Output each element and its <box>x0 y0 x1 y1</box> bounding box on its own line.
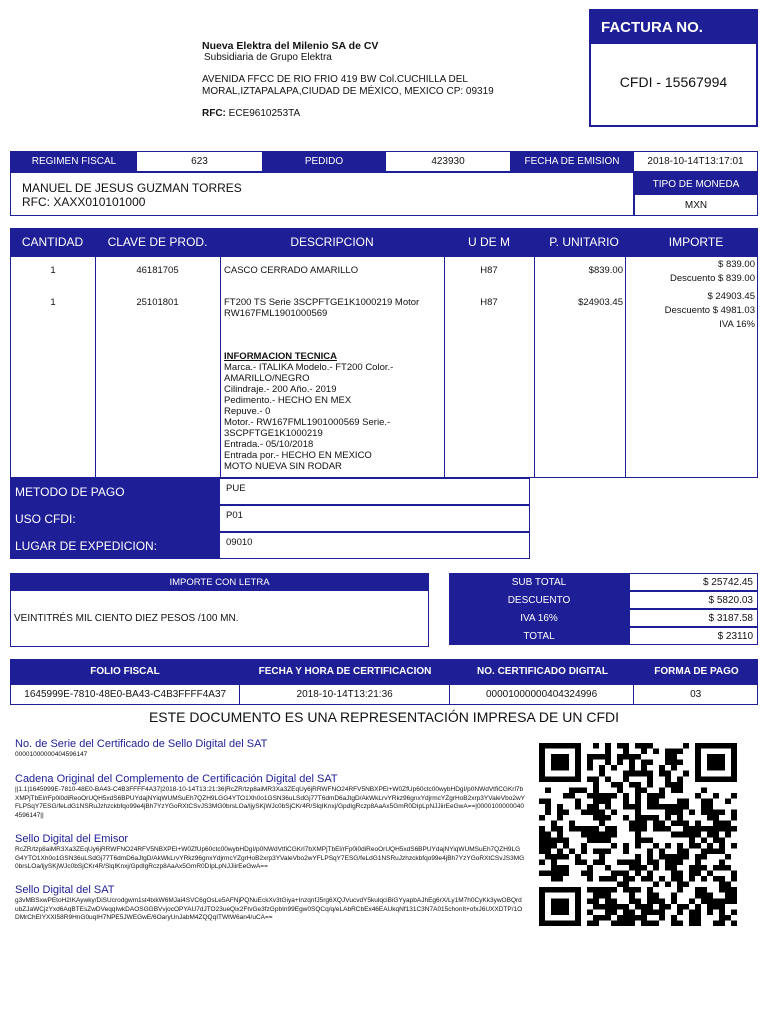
total-value: $ 23110 <box>629 627 758 645</box>
fecha-certificacion-value: 2018-10-14T13:21:36 <box>240 685 449 704</box>
row2-unitario: $24903.45 <box>578 297 623 308</box>
qr-code-image <box>539 743 737 926</box>
uso-cfdi-label: USO CFDI: <box>10 505 219 532</box>
col-descripcion: DESCRIPCION <box>290 235 374 249</box>
importe-letra-box <box>10 573 429 647</box>
certificado-label: NO. CERTIFICADO DIGITAL <box>477 666 608 677</box>
tech-line: Entrada.- 05/10/2018 <box>224 439 314 450</box>
serie-certificado-title: No. de Serie del Certificado de Sello Digital del SAT <box>15 738 268 750</box>
address-line-1: AVENIDA FFCC DE RIO FRIO 419 BW Col.CUCHILLA DEL <box>202 74 468 85</box>
company-name: Nueva Elektra del Milenio SA de CV <box>202 40 379 52</box>
forma-pago-value: 03 <box>690 689 702 700</box>
moneda-label: TIPO DE MONEDA <box>635 173 757 195</box>
row2-clave: 25101801 <box>136 297 179 308</box>
subtotal-value: $ 25742.45 <box>629 573 758 591</box>
regimen-value: 623 <box>191 156 208 167</box>
cadena-original-value: ||1.1|1645999E-7810-48E0-BA43-C4B3FFFF4A37|2018-10-14T13:21:36|RcZR/tzp8aiMR3Xa3ZEqUy6jRRWFNO24RFV5NBXPEl+W0ZfUp60ctc00wybHDgI/p0NWdVtfiCGKrl7bXMPjTbEl/rFp0i0diReoOrUQH5xdS6BPUYdajNYiqWUMSuEh7QZH9LGG4YTO1Xh0o1GSN36uLSdGj77T6dmD6aJtgD/AkWkLrvYRkz96gnxYdjrmcYZgrHoB2xrp3YValeVbo2wYFLPSqY7ESG/feLdG1NSRuJzhzckbfqo99e4jBh7YzYGoRXtCSvJS3MG0brsLOa/ljySKjWJc0bSjCKr4R/SlqIKnxj/GpdIgRczp8AaAx5GmR0DIpLpNJJiirEeGwA==|00001000000404596147|| <box>15 786 525 819</box>
fecha-emision-value: 2018-10-14T13:17:01 <box>647 156 744 167</box>
tech-line: Repuve.- 0 <box>224 406 271 417</box>
row2-unidad: H87 <box>480 297 498 308</box>
row1-cantidad: 1 <box>50 265 56 276</box>
col-cantidad: CANTIDAD <box>21 235 84 249</box>
tech-title: INFORMACION TECNICA <box>224 351 337 362</box>
company-subsidiary: Subsidiaria de Grupo Elektra <box>204 52 332 63</box>
tech-info <box>224 351 442 472</box>
total-label: TOTAL <box>449 627 629 645</box>
tech-line: AMARILLO/NEGRO <box>224 373 310 384</box>
descuento-label: DESCUENTO <box>449 591 629 609</box>
col-importe: IMPORTE <box>668 235 724 249</box>
info-row <box>10 151 758 172</box>
pedido-label: PEDIDO <box>262 152 386 171</box>
row1-descripcion: CASCO CERRADO AMARILLO <box>224 265 359 276</box>
sello-sat-title: Sello Digital del SAT <box>15 884 115 896</box>
iva-value: $ 3187.58 <box>629 609 758 627</box>
client-box <box>10 172 634 216</box>
folio-fiscal-value: 1645999E-7810-48E0-BA43-C4B3FFFF4A37 <box>11 685 240 704</box>
subtotal-label: SUB TOTAL <box>449 573 629 591</box>
row1-unidad: H87 <box>480 265 498 276</box>
col-unidad: U DE M <box>468 235 510 249</box>
factura-number: CFDI - 15567994 <box>619 74 728 90</box>
importe-letra-value: VEINTITRÉS MIL CIENTO DIEZ PESOS /100 MN. <box>14 613 239 624</box>
tech-line: MOTO NUEVA SIN RODAR <box>224 461 342 472</box>
fecha-emision-label: FECHA DE EMISION <box>510 152 634 171</box>
row2-iva: IVA 16% <box>719 319 755 330</box>
factura-box <box>589 9 758 127</box>
sello-sat-value: g3vMBSxwPEtoH2IKAywky/DiSUcrodgwm1st4txkW6MJai4SVC6gOsLe5AFNjPQNuEckXv3tGiya+InzqnfJ5rg6XQJVucvdY5kulqciBiGYyapbAJhEg6rX/Ly1M7h0CyKk3ywOBQrdubZJaWCjzYxd6AqBTEsZwDVeqqIwkDAOSGGBVvjocOPYAU7dJTO23ueQix2FtvGe3fzGpbIn99Egw0SQCq/q/eLAbRCbEx46EAUkqNf131C3N7A015chonIt+ofxJ6UXXDTP/1ODMrChEIYXXI58R9HnG0uqIH7NPE5JWEGwE/6OaryUnJabM4ZQQqITWtW6an4/uCA== <box>15 897 523 921</box>
serie-certificado-value: 00001000000404596147 <box>15 751 88 758</box>
row2-cantidad: 1 <box>50 297 56 308</box>
company-address <box>202 74 494 98</box>
tech-line: Cilindraje.- 200 Año.- 2019 <box>224 384 337 395</box>
rfc-value: ECE9610253TA <box>228 108 301 119</box>
uso-cfdi-value: P01 <box>219 505 530 532</box>
row1-descuento: Descuento $ 839.00 <box>669 273 755 284</box>
tech-line: Motor.- RW167FML1901000569 Serie.- <box>224 417 391 428</box>
descuento-value: $ 5820.03 <box>629 591 758 609</box>
fiscal-row <box>10 684 758 705</box>
row2-descripcion: FT200 TS Serie 3SCPFTGE1K1000219 Motor RW167FML1901000569 <box>224 297 420 319</box>
row2-descuento: Descuento $ 4981.03 <box>664 305 755 316</box>
row2-importe: $ 24903.45 <box>707 291 755 302</box>
lugar-expedicion-value: 09010 <box>219 532 530 559</box>
client-name: MANUEL DE JESUS GUZMAN TORRES <box>22 181 242 195</box>
lugar-expedicion-label: LUGAR DE EXPEDICION: <box>10 532 219 559</box>
fecha-certificacion-label: FECHA Y HORA DE CERTIFICACION <box>258 666 432 677</box>
fiscal-header <box>10 659 758 684</box>
company-rfc <box>202 108 494 120</box>
row1-importe: $ 839.00 <box>718 259 755 270</box>
items-header <box>10 228 758 256</box>
issuer-info <box>202 40 494 120</box>
client-rfc: RFC: XAXX010101000 <box>22 195 146 209</box>
row1-unitario: $839.00 <box>588 265 623 276</box>
tech-line: Marca.- ITALIKA Modelo.- FT200 Color.- <box>224 362 394 373</box>
metodo-pago-value: PUE <box>219 478 530 505</box>
tech-line: Entrada por.- HECHO EN MEXICO <box>224 450 372 461</box>
tech-line: Pedimento.- HECHO EN MEX <box>224 395 352 406</box>
rfc-label: RFC: <box>202 108 226 119</box>
importe-letra-label: IMPORTE CON LETRA <box>11 574 428 591</box>
col-clave: CLAVE DE PROD. <box>107 235 208 249</box>
address-line-2: MORAL,IZTAPALAPA,CIUDAD DE MÉXICO, MEXICO CP: 09319 <box>202 86 494 97</box>
folio-fiscal-label: FOLIO FISCAL <box>90 666 160 677</box>
moneda-box <box>634 172 758 216</box>
moneda-value: MXN <box>684 200 708 211</box>
regimen-label: REGIMEN FISCAL <box>11 152 137 171</box>
tech-line: 3SCPFTGE1K1000219 <box>224 428 323 439</box>
factura-title: FACTURA NO. <box>591 11 756 44</box>
sello-emisor-title: Sello Digital del Emisor <box>15 833 129 845</box>
metodo-pago-label: METODO DE PAGO <box>10 478 219 505</box>
representation-note: ESTE DOCUMENTO ES UNA REPRESENTACIÓN IMPRESA DE UN CFDI <box>148 709 620 725</box>
certificado-value: 00001000000404324996 <box>450 685 635 704</box>
cadena-original-title: Cadena Original del Complemento de Certificación Digital del SAT <box>15 773 338 785</box>
iva-label: IVA 16% <box>449 609 629 627</box>
row1-clave: 46181705 <box>136 265 179 276</box>
sello-emisor-value: RcZR/tzp8aiMR3Xa3ZEqUy6jRRWFNO24RFV5NBXPEl+W0ZfUp60ctc00wybHDgI/p0NWdVtfiCGKrl7bXMPjTbEl/rFp0i0diReoOrUQH5xdS6BPUYdajNYiqWUMSuEh7QZH9LGG4YTO1Xh0o1GSN36uLSdGj77T6dmD6aJtgD/AkWkLrvYRkz96gnxYdjrmcYZgrHoB2xrp3YValeVbo2wYFLPSqY7ESG/feLdG1NSRuJzhzckbfqo99e4jBh7YzYGoRXtCSvJS3MG0brsLOa/ljySKjWJc0bSjCKr4R/SlqIKnxj/GpdIgRczp8AaAx5GmR0DIpLpNJJiirEeGwA== <box>15 846 525 870</box>
col-unitario: P. UNITARIO <box>549 235 619 249</box>
items-body <box>10 256 758 478</box>
pedido-value: 423930 <box>431 156 465 167</box>
forma-pago-label: FORMA DE PAGO <box>654 666 739 677</box>
